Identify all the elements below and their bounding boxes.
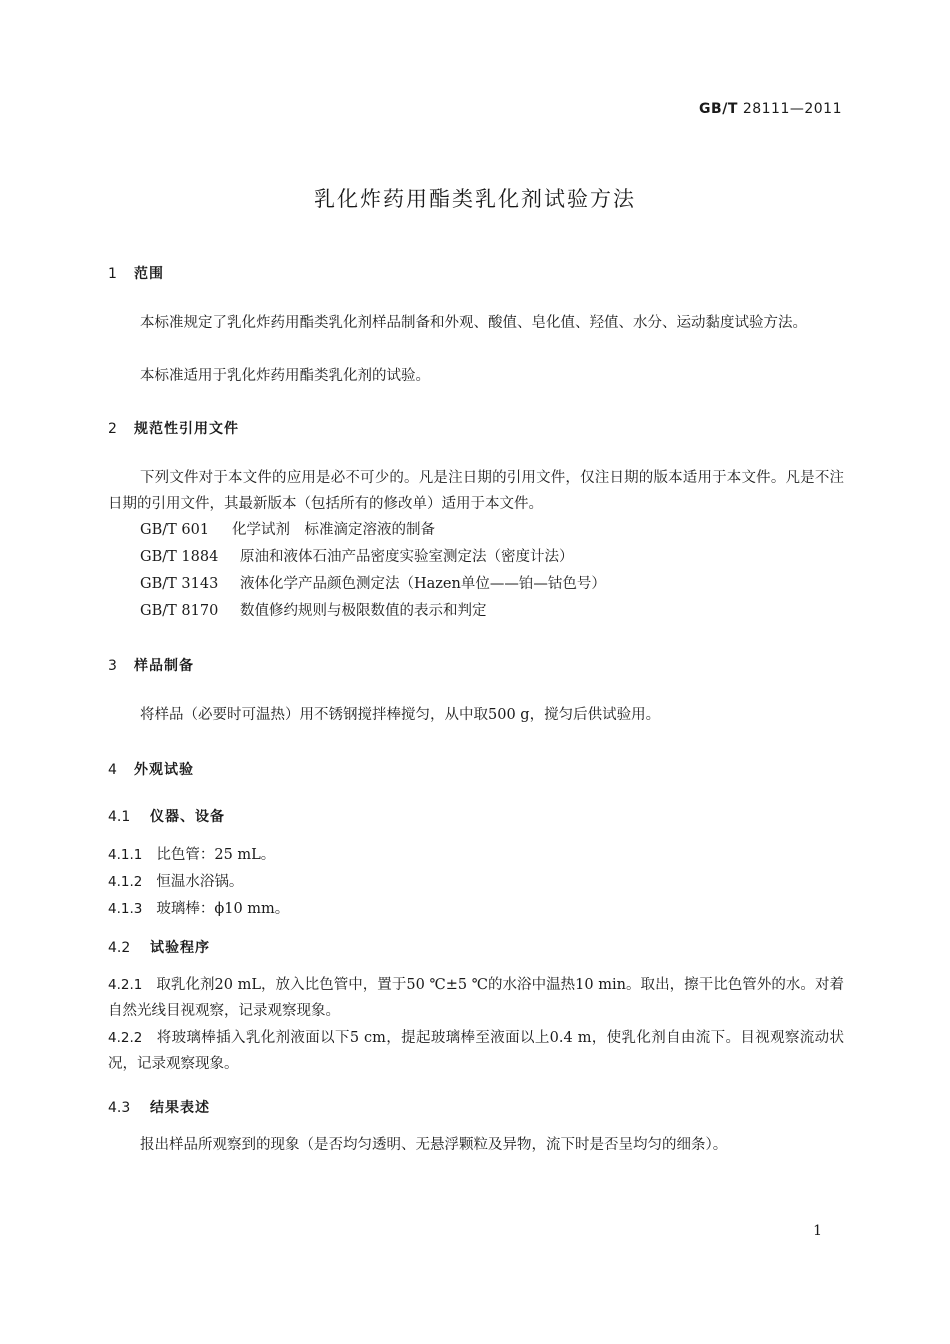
clause-4-1-2	[108, 869, 844, 895]
reference-item	[140, 572, 606, 593]
clause-4-1-3	[108, 896, 844, 922]
section-number: 2	[108, 421, 117, 437]
subsection-heading-4-3	[108, 1097, 210, 1117]
section-number: 4	[108, 762, 117, 778]
clause-4-1-1	[108, 842, 844, 868]
reference-code: GB/T 1884	[140, 549, 219, 565]
clause-4-2-2	[108, 1025, 844, 1077]
reference-code: GB/T 8170	[140, 603, 219, 619]
reference-item	[140, 599, 487, 620]
reference-item	[140, 545, 574, 566]
reference-title: 原油和液体石油产品密度实验室测定法（密度计法）	[240, 549, 574, 565]
clause-number: 4.1.2	[108, 874, 143, 890]
section-heading-2	[108, 418, 239, 438]
clause-4-2-1	[108, 972, 844, 1024]
clause-number: 4.2.2	[108, 1030, 143, 1046]
document-title: 乳化炸药用酯类乳化剂试验方法	[314, 187, 636, 211]
section-heading-1	[108, 263, 164, 283]
section-title: 外观试验	[134, 762, 194, 778]
clause-text: 恒温水浴锅。	[156, 874, 244, 890]
reference-item	[140, 518, 435, 539]
section-title: 范围	[134, 266, 164, 282]
subsection-number: 4.2	[108, 940, 131, 956]
section-heading-3	[108, 655, 194, 675]
paragraph-normative-refs: 下列文件对于本文件的应用是必不可少的。凡是注日期的引用文件，仅注日期的版本适用于本文件。凡是不注日期的引用文件，其最新版本（包括所有的修改单）适用于本文件。	[108, 470, 844, 512]
clause-text: 将玻璃棒插入乳化剂液面以下5 cm，提起玻璃棒至液面以上0.4 m，使乳化剂自由流下。目视观察流动状况，记录观察现象。	[108, 1030, 844, 1072]
paragraph-sample-prep: 将样品（必要时可温热）用不锈钢搅拌棒搅匀，从中取500 g，搅匀后供试验用。	[140, 707, 661, 723]
subsection-title: 结果表述	[150, 1100, 210, 1116]
clause-text: 玻璃棒：ϕ10 mm。	[156, 901, 290, 917]
reference-code: GB/T 601	[140, 522, 210, 538]
paragraph-scope-1: 本标准规定了乳化炸药用酯类乳化剂样品制备和外观、酸值、皂化值、羟值、水分、运动黏度试验方法。	[140, 315, 807, 331]
reference-title: 液体化学产品颜色测定法（Hazen单位——铂—钴色号）	[240, 576, 606, 592]
paragraph-scope-2: 本标准适用于乳化炸药用酯类乳化剂的试验。	[140, 368, 430, 384]
clause-number: 4.2.1	[108, 977, 143, 993]
section-number: 1	[108, 266, 117, 282]
subsection-title: 试验程序	[150, 940, 210, 956]
subsection-number: 4.1	[108, 809, 131, 825]
subsection-number: 4.3	[108, 1100, 131, 1116]
reference-code: GB/T 3143	[140, 576, 219, 592]
paragraph-result-expression: 报出样品所观察到的现象（是否均匀透明、无悬浮颗粒及异物，流下时是否呈均匀的细条）。	[140, 1137, 728, 1153]
section-title: 规范性引用文件	[134, 421, 239, 437]
standard-code: 28111—2011	[742, 101, 842, 117]
standard-label: GB/T	[699, 101, 738, 117]
section-number: 3	[108, 658, 117, 674]
clause-number: 4.1.1	[108, 847, 143, 863]
reference-title: 化学试剂 标准滴定溶液的制备	[232, 522, 435, 538]
section-heading-4	[108, 759, 194, 779]
clause-text: 比色管：25 mL。	[156, 847, 276, 863]
subsection-heading-4-2	[108, 937, 210, 957]
standard-number	[699, 101, 842, 117]
subsection-heading-4-1	[108, 806, 225, 826]
reference-title: 数值修约规则与极限数值的表示和判定	[240, 603, 487, 619]
subsection-title: 仪器、设备	[150, 809, 225, 825]
clause-number: 4.1.3	[108, 901, 143, 917]
clause-text: 取乳化剂20 mL，放入比色管中，置于50 ℃±5 ℃的水浴中温热10 min。取出，擦干比色管外的水。对着自然光线目视观察，记录观察现象。	[108, 977, 844, 1019]
section-title: 样品制备	[134, 658, 194, 674]
page-number: 1	[813, 1223, 822, 1239]
